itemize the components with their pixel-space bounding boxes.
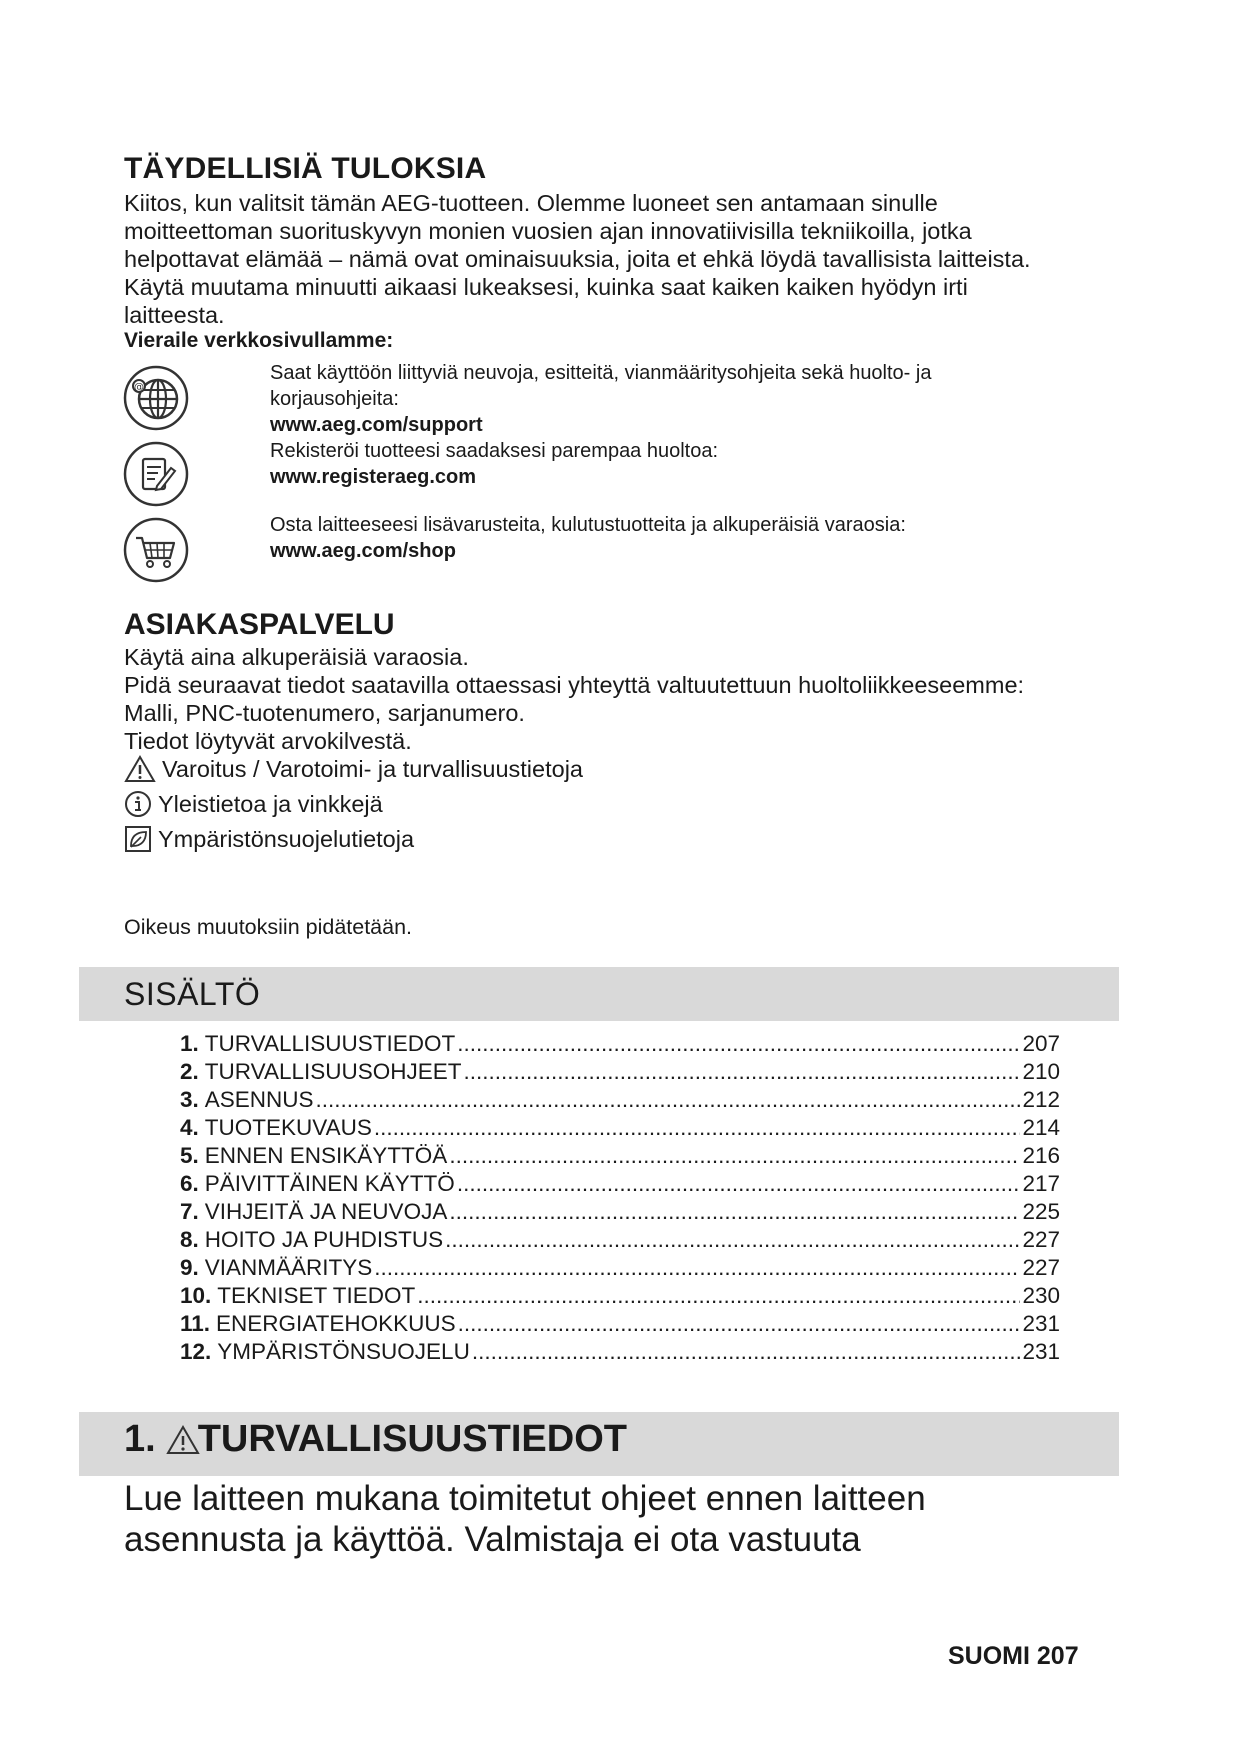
register-icon	[122, 440, 190, 508]
toc-item-label: TUOTEKUVAUS	[204, 1115, 372, 1140]
toc-leader-dots	[458, 1310, 1021, 1338]
toc-item-label: TEKNISET TIEDOT	[217, 1283, 416, 1308]
toc-leader-dots	[374, 1114, 1021, 1142]
toc-item[interactable]	[180, 1170, 1060, 1198]
register-link[interactable]: www.registeraeg.com	[270, 466, 476, 488]
toc-item-number: 1.	[180, 1031, 199, 1056]
support-link[interactable]: www.aeg.com/support	[270, 414, 483, 436]
toc-item-label: TURVALLISUUSTIEDOT	[204, 1031, 456, 1056]
toc-leader-dots	[445, 1226, 1020, 1254]
toc-item-page: 227	[1022, 1255, 1060, 1280]
toc-item[interactable]	[180, 1282, 1060, 1310]
toc-item[interactable]	[180, 1114, 1060, 1142]
toc-item-page: 225	[1022, 1199, 1060, 1224]
toc-item-label: HOITO JA PUHDISTUS	[204, 1227, 444, 1252]
toc-item-number: 6.	[180, 1171, 199, 1196]
toc-item-label: ASENNUS	[204, 1087, 314, 1112]
register-link-block: Rekisteröi tuotteesi saadaksesi parempaa huoltoa: www.registeraeg.com	[270, 438, 1090, 490]
globe-icon	[122, 364, 190, 432]
leaf-icon	[124, 825, 152, 853]
toc-item-page: 214	[1022, 1115, 1060, 1140]
toc-item-number: 4.	[180, 1115, 199, 1140]
shopping-cart-icon	[122, 516, 190, 584]
page-footer: SUOMI 207	[948, 1642, 1079, 1670]
toc-item-number: 9.	[180, 1255, 199, 1280]
toc-leader-dots	[449, 1142, 1020, 1170]
toc-item-number: 12.	[180, 1339, 212, 1364]
toc-item-number: 11.	[180, 1311, 211, 1336]
toc-leader-dots	[374, 1254, 1020, 1282]
toc-item-number: 3.	[180, 1087, 199, 1112]
toc-item-page: 210	[1022, 1059, 1060, 1084]
info-legend-row: Yleistietoa ja vinkkejä	[124, 789, 383, 819]
support-link-block: Saat käyttöön liittyviä neuvoja, esitteitä, vianmääritysohjeita sekä huolto- ja korjausohjeita: www.aeg.com/support	[270, 360, 1090, 438]
toc-leader-dots	[457, 1170, 1021, 1198]
visit-website-heading: Vieraile verkkosivullamme:	[124, 329, 394, 352]
toc-item-label: ENERGIATEHOKKUUS	[216, 1311, 456, 1336]
toc-item-page: 227	[1022, 1227, 1060, 1252]
info-icon	[124, 790, 152, 818]
toc-item-page: 216	[1022, 1143, 1060, 1168]
toc-leader-dots	[457, 1030, 1020, 1058]
page-title: TÄYDELLISIÄ TULOKSIA	[124, 152, 487, 185]
section-1-title: 1. TURVALLISUUSTIEDOT	[124, 1418, 627, 1460]
warning-legend-row: Varoitus / Varotoimi- ja turvallisuustietoja	[124, 754, 583, 784]
toc-item-label: VIANMÄÄRITYS	[204, 1255, 373, 1280]
toc-leader-dots	[464, 1058, 1021, 1086]
toc-item-label: TURVALLISUUSOHJEET	[204, 1059, 462, 1084]
toc-leader-dots	[449, 1198, 1020, 1226]
toc-item-label: PÄIVITTÄINEN KÄYTTÖ	[204, 1171, 455, 1196]
toc-item-page: 231	[1022, 1339, 1060, 1364]
toc-item[interactable]	[180, 1254, 1060, 1282]
toc-item-page: 217	[1022, 1171, 1060, 1196]
toc-item-number: 5.	[180, 1143, 199, 1168]
toc-title: SISÄLTÖ	[124, 976, 261, 1012]
toc-item[interactable]	[180, 1058, 1060, 1086]
toc-item-label: ENNEN ENSIKÄYTTÖÄ	[204, 1143, 448, 1168]
toc-leader-dots	[472, 1338, 1021, 1366]
toc-item[interactable]	[180, 1086, 1060, 1114]
toc-item[interactable]	[180, 1198, 1060, 1226]
customer-service-heading: ASIAKASPALVELU	[124, 608, 395, 641]
toc-leader-dots	[417, 1282, 1020, 1310]
toc-item-number: 7.	[180, 1199, 199, 1224]
warning-icon	[166, 1425, 200, 1455]
warning-icon	[124, 755, 156, 783]
table-of-contents	[180, 1030, 1060, 1366]
intro-paragraph: Kiitos, kun valitsit tämän AEG-tuotteen. Olemme luoneet sen antamaan sinulle moitteettoman suorituskyvyn monien vuosien ajan innovatiivisilla tekniikoilla, jotka helpottavat elämää – nämä ovat ominaisuuksia, joita et ehkä löydä tavallisista laitteista. Käytä muutama minuutti aikaasi lukeaksesi, kuinka saat kaiken kaiken hyödyn irti laitteesta.	[124, 190, 1031, 328]
shop-link-block: Osta laitteeseesi lisävarusteita, kulutustuotteita ja alkuperäisiä varaosia: www.aeg.com/shop	[270, 512, 1090, 564]
toc-item-number: 2.	[180, 1059, 199, 1084]
toc-item-number: 10.	[180, 1283, 212, 1308]
toc-item-page: 207	[1022, 1031, 1060, 1056]
toc-item-label: VIHJEITÄ JA NEUVOJA	[204, 1199, 448, 1224]
toc-item[interactable]	[180, 1142, 1060, 1170]
toc-item[interactable]	[180, 1338, 1060, 1366]
rights-reserved-note: Oikeus muutoksiin pidätetään.	[124, 915, 413, 939]
toc-item[interactable]	[180, 1226, 1060, 1254]
toc-item-label: YMPÄRISTÖNSUOJELU	[217, 1339, 470, 1364]
toc-item[interactable]	[180, 1030, 1060, 1058]
toc-item-page: 212	[1022, 1087, 1060, 1112]
section-1-paragraph: Lue laitteen mukana toimitetut ohjeet ennen laitteen asennusta ja käyttöä. Valmistaja ei ota vastuuta	[124, 1479, 926, 1559]
environment-legend-row: Ympäristönsuojelutietoja	[124, 824, 414, 854]
shop-link[interactable]: www.aeg.com/shop	[270, 540, 456, 562]
toc-item-number: 8.	[180, 1227, 199, 1252]
toc-item-page: 230	[1022, 1283, 1060, 1308]
svg-text:@: @	[134, 382, 144, 393]
customer-service-paragraph: Käytä aina alkuperäisiä varaosia. Pidä seuraavat tiedot saatavilla ottaessasi yhteyttä valtuutettuun huoltoliikkeeseemme: Malli, PNC-tuotenumero, sarjanumero. Tiedot löytyvät arvokilvestä.	[124, 644, 1025, 754]
toc-item-page: 231	[1022, 1311, 1060, 1336]
toc-item[interactable]	[180, 1310, 1060, 1338]
toc-leader-dots	[316, 1086, 1021, 1114]
